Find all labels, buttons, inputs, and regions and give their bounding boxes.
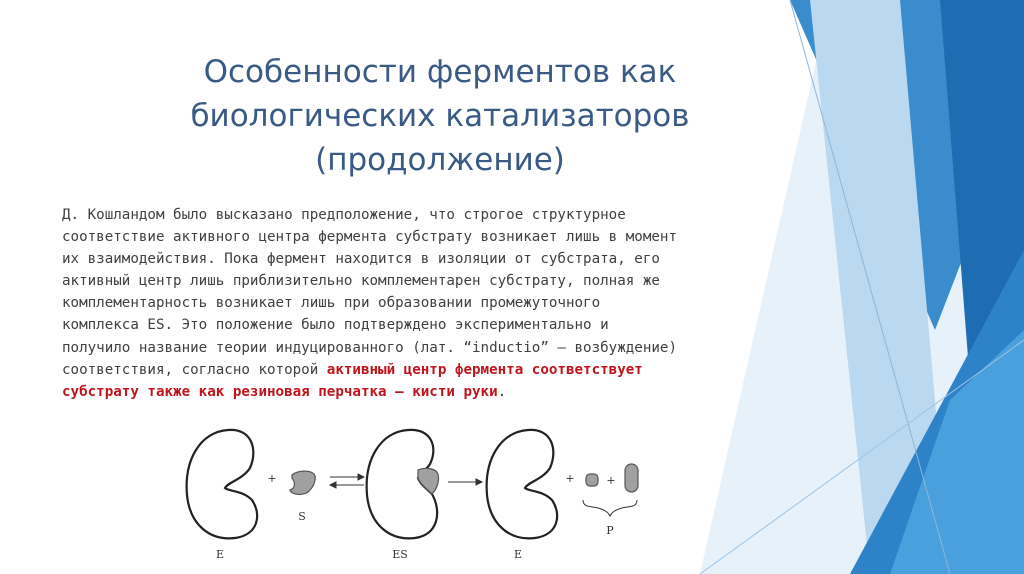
- plus-sign: +: [267, 472, 277, 485]
- body-text-run: комплекса ES. Это положение было подтверждено экспериментально и: [62, 317, 609, 334]
- body-line: [62, 359, 782, 381]
- body-text-run: .: [497, 383, 507, 400]
- title-line: (продолжение): [315, 142, 565, 178]
- enzyme-shape-e2: [487, 430, 558, 538]
- body-line: [62, 204, 782, 226]
- body-line: [62, 337, 782, 359]
- body-text-run: соответствия, согласно которой: [62, 361, 327, 378]
- body-line: [62, 248, 782, 270]
- body-text-run: их взаимодействия. Пока фермент находится в изоляции от субстрата, его: [62, 251, 660, 268]
- body-line: [62, 292, 782, 314]
- slide-title: [110, 50, 770, 182]
- body-text-run: комплементарность возникает лишь при образовании промежуточного: [62, 295, 601, 312]
- body-text-run: активный центр лишь приблизительно комплементарен субстрату, полная же: [62, 273, 660, 290]
- title-line: Особенности ферментов как: [203, 54, 677, 90]
- label-p: P: [606, 524, 614, 537]
- label-e1: E: [215, 548, 225, 561]
- plus-sign: +: [606, 474, 616, 487]
- highlighted-text: субстрату также как резиновая перчатка — кисти руки: [62, 383, 498, 400]
- body-text-run: получило название теории индуцированного (лат. “inductio” — возбуждение): [62, 339, 677, 356]
- label-es: ES: [392, 548, 408, 561]
- product-brace-icon: [583, 500, 637, 516]
- equilibrium-arrows-icon: [330, 474, 364, 488]
- body-line: [62, 381, 782, 403]
- plus-sign: +: [565, 472, 575, 485]
- body-line: [62, 314, 782, 336]
- forward-arrow-icon: [448, 479, 482, 485]
- body-line: [62, 226, 782, 248]
- substrate-shape: [290, 471, 315, 494]
- enzyme-shape-e1: [187, 430, 258, 538]
- label-s: S: [298, 510, 306, 523]
- body-text-run: Д. Кошландом было высказано предположение, что строгое структурное: [62, 207, 626, 223]
- highlighted-text: активный центр фермента соответствует: [326, 361, 643, 378]
- product-oval-shape: [625, 464, 638, 492]
- product-small-shape: [586, 474, 598, 486]
- body-line: [62, 270, 782, 292]
- body-text-run: соответствие активного центра фермента субстрату возникает лишь в момент: [62, 229, 677, 246]
- label-e2: E: [513, 548, 523, 561]
- induced-fit-diagram: [180, 420, 680, 570]
- title-line: биологических катализаторов: [190, 98, 690, 134]
- body-paragraph: [62, 204, 782, 403]
